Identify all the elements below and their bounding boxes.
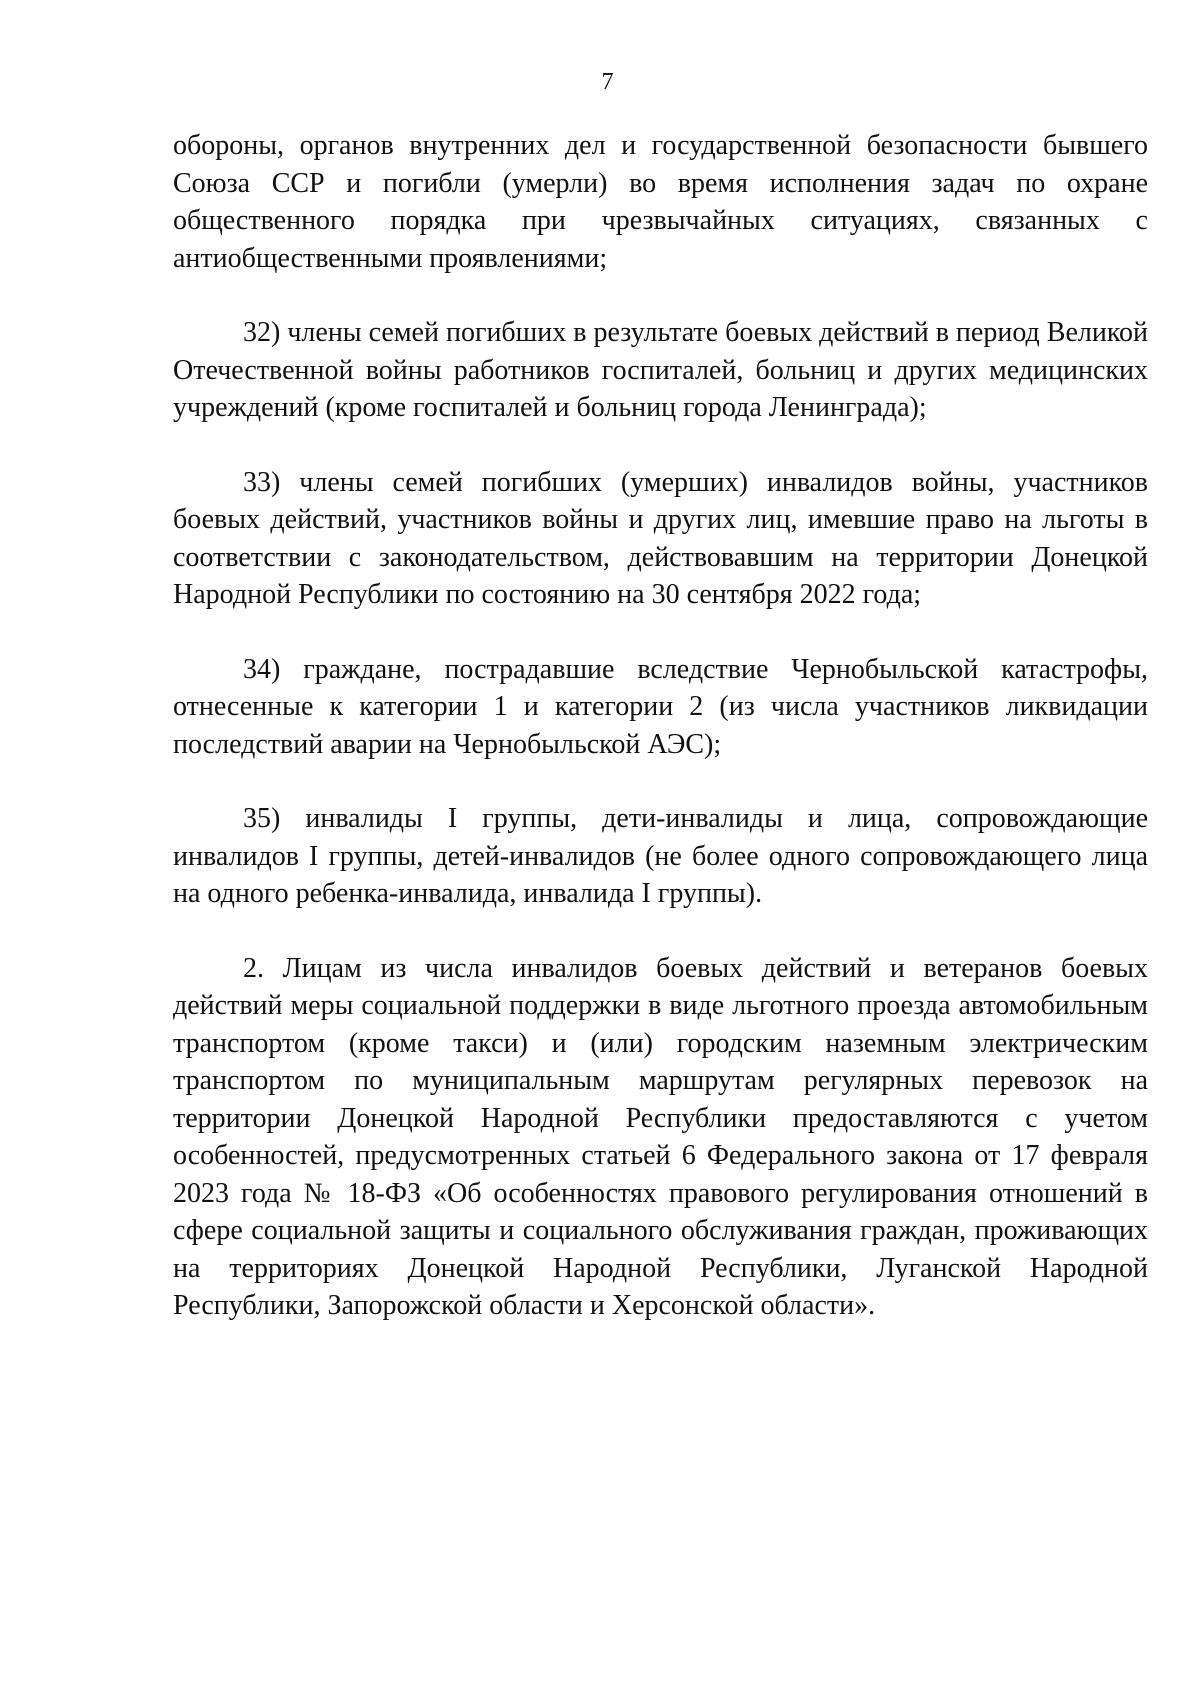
paragraph-item-34: 34) граждане, пострадавшие вследствие Чернобыльской катастрофы, отнесенные к категории 1 и категории 2 (из числа участников ликвидации последствий аварии на Чернобыльской АЭС); [173,653,1148,760]
paragraph-continuation: обороны, органов внутренних дел и государственной безопасности бывшего Союза ССР и погибли (умерли) во время исполнения задач по охране общественного порядка при чрезвычайных ситуациях, связанных с антиобщественными проявлениями; [173,130,1148,274]
paragraph-item-32: 32) члены семей погибших в результате боевых действий в период Великой Отечественной войны работников госпиталей, больниц и других медицинских учреждений (кроме госпиталей и больниц города Ленинграда); [173,317,1148,423]
document-body [173,127,1148,1362]
paragraph-section-2: 2. Лицам из числа инвалидов боевых действий и ветеранов боевых действий меры социальной поддержки в виде льготного проезда автомобильным транспортом (кроме такси) и (или) городским наземным электрическим транспортом по муниципальным маршрутам регулярных перевозок на территории Донецкой Народной Республики предоставляются с учетом особенностей, предусмотренных статьей 6 Федерального закона от 17 февраля 2023 года № 18-ФЗ «Об особенностях правового регулирования отношений в сфере социальной защиты и социального обслуживания граждан, проживающих на территориях Донецкой Народной Республики, Луганской Народной Республики, Запорожской области и Херсонской области». [173,952,1148,1321]
page-number: 7 [601,69,614,95]
paragraph-item-35: 35) инвалиды I группы, дети-инвалиды и лица, сопровождающие инвалидов I группы, детей-инвалидов (не более одного сопровождающего лица на одного ребенка-инвалида, инвалида I группы). [173,803,1148,909]
paragraph-item-33: 33) члены семей погибших (умерших) инвалидов войны, участников боевых действий, участников войны и других лиц, имевшие право на льготы в соответствии с законодательством, действовавшим на территории Донецкой Народной Республики по состоянию на 30 сентября 2022 года; [173,466,1148,610]
